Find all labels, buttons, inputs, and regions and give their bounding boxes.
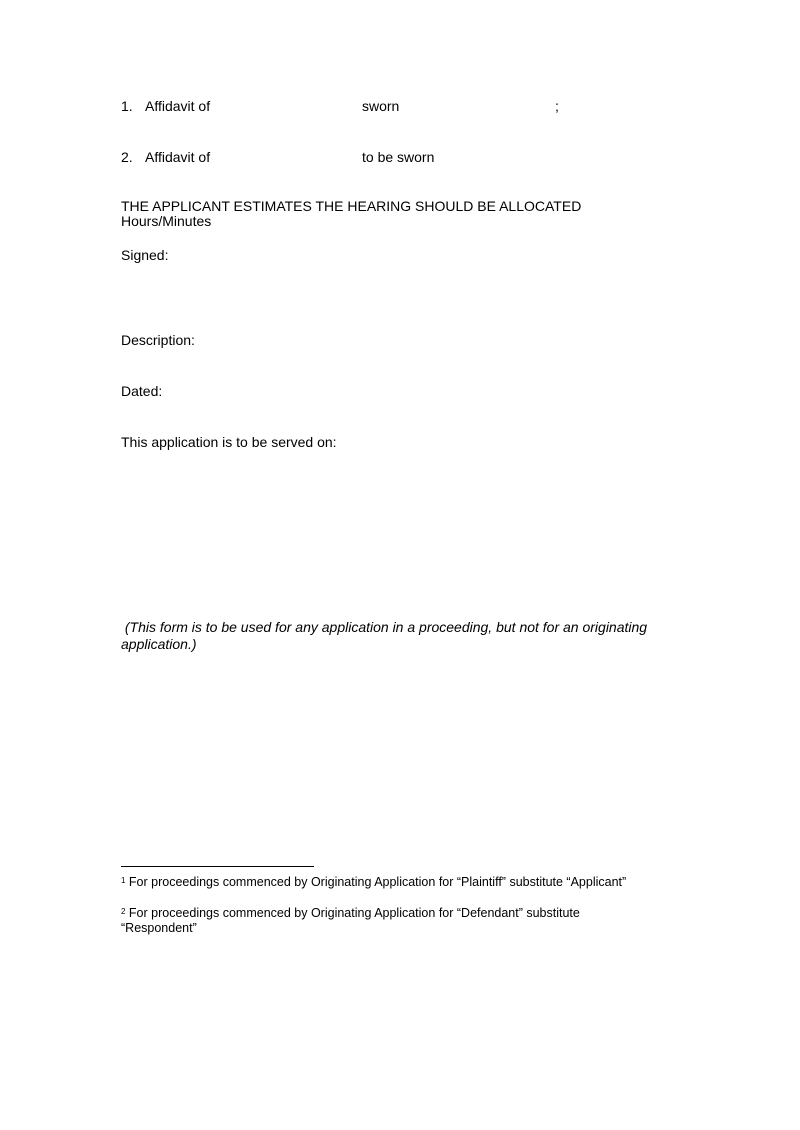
estimate-units: Hours/Minutes [121,213,212,229]
served-on-label: This application is to be served on: [121,434,337,450]
affidavit-status: to be sworn [362,149,435,165]
note-line-2: application.) [121,636,197,652]
description-label: Description: [121,332,195,348]
dated-label: Dated: [121,383,163,399]
affidavit-status: sworn [362,98,400,114]
affidavit-end-mark: ; [555,98,559,114]
footnote-separator [121,866,314,867]
estimate-heading: THE APPLICANT ESTIMATES THE HEARING SHOULD BE ALLOCATED [121,198,582,214]
footnote-marker: 2 [121,907,126,916]
affidavit-label: Affidavit of [145,98,211,114]
affidavit-label: Affidavit of [145,149,211,165]
note-line-1: (This form is to be used for any application in a proceeding, but not for an originating [121,619,648,635]
footnote-text-continued: “Respondent” [121,921,197,935]
signed-label: Signed: [121,247,169,263]
footnote-marker: 1 [121,876,126,885]
affidavit-number: 1. [121,98,133,114]
affidavit-number: 2. [121,149,133,165]
footnote-text: For proceedings commenced by Originating Application for “Defendant” substitute [125,906,580,920]
footnote-text: For proceedings commenced by Originating Application for “Plaintiff” substitute “Applicant” [125,875,627,889]
